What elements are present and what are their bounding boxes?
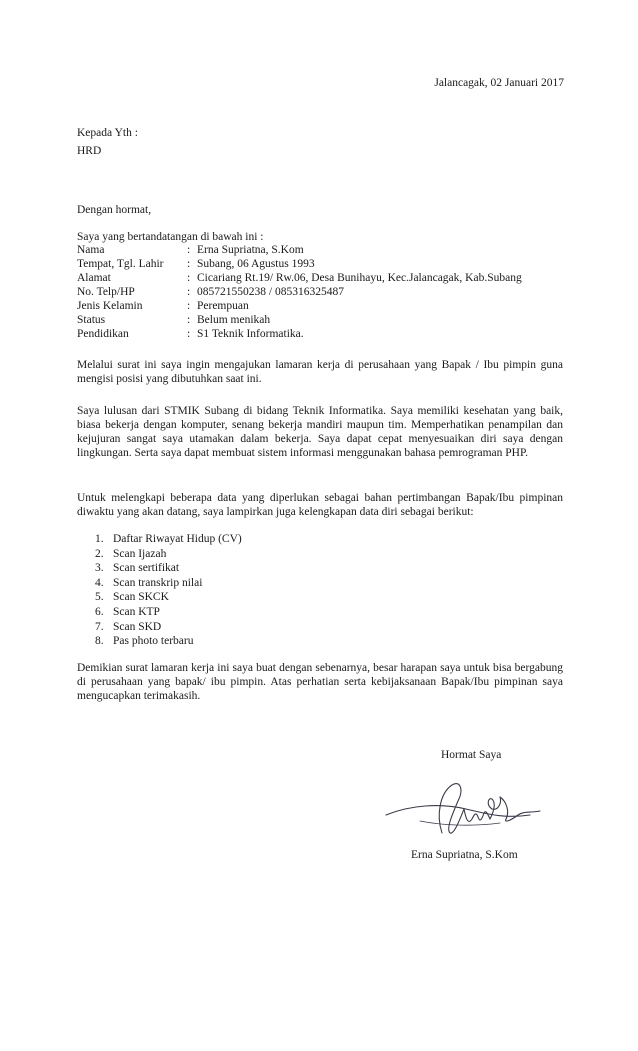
- identity-key: Status: [77, 314, 106, 326]
- list-item: 8. Pas photo terbaru: [95, 635, 194, 648]
- list-item: 2. Scan Ijazah: [95, 547, 167, 560]
- list-item: 1. Daftar Riwayat Hidup (CV): [95, 533, 242, 545]
- identity-colon: :: [187, 286, 191, 298]
- identity-value: Erna Supriatna, S.Kom: [197, 244, 304, 256]
- identity-colon: :: [187, 300, 191, 312]
- identity-value: Subang, 06 Agustus 1993: [197, 258, 315, 270]
- paragraph-closing: Demikian surat lamaran kerja ini saya buat dengan sebenarnya, besar harapan saya untuk bisa bergabung di perusahaan yang bapak/ ibu pimpin. Atas perhatian serta kebijaksanaan Bapak/Ibu pimpinan saya mengucapkan terimakasih.: [77, 662, 563, 702]
- identity-row: [77, 299, 522, 313]
- identity-key: Nama: [77, 244, 105, 256]
- identity-value: Perempuan: [197, 300, 249, 312]
- closing-phrase: Hormat Saya: [441, 749, 502, 761]
- paragraph-background: Saya lulusan dari STMIK Subang di bidang Teknik Informatika. Saya memiliki kesehatan yang baik, biasa bekerja dengan komputer, senang bekerja mandiri maupun tim. Memperhatikan penampilan dan kejujuran sangat saya utamakan dalam bekerja. Saya dapat cepat menyesuaikan diri saya dengan lingkungan. Serta saya dapat membuat sistem informasi menggunakan bahasa pemrograman PHP.: [77, 405, 563, 459]
- identity-key: No. Telp/HP: [77, 286, 135, 298]
- list-item: 7. Scan SKD: [95, 620, 162, 633]
- identity-row: [77, 243, 522, 257]
- identity-colon: :: [187, 272, 191, 284]
- identity-key: Pendidikan: [77, 328, 129, 340]
- attachment-label: Scan sertifikat: [113, 562, 180, 575]
- recipient-block: [77, 126, 138, 162]
- attachment-label: Scan transkrip nilai: [113, 576, 203, 589]
- handwritten-signature: [380, 775, 550, 845]
- salutation: Dengan hormat,: [77, 204, 152, 216]
- list-item: 6. Scan KTP: [95, 605, 160, 618]
- identity-row: [77, 257, 522, 271]
- identity-row: [77, 271, 522, 285]
- identity-key: Jenis Kelamin: [77, 300, 143, 312]
- identity-key: Tempat, Tgl. Lahir: [77, 258, 164, 270]
- identity-value: 085721550238 / 085316325487: [197, 286, 344, 298]
- identity-value: Belum menikah: [197, 314, 271, 326]
- recipient-line-1: Kepada Yth :: [77, 127, 138, 139]
- recipient-line-2: HRD: [77, 145, 102, 157]
- identity-colon: :: [187, 314, 191, 326]
- attachment-label: Scan KTP: [113, 605, 160, 618]
- identity-row: [77, 313, 522, 327]
- list-item: 5. Scan SKCK: [95, 591, 169, 604]
- list-item: 4. Scan transkrip nilai: [95, 576, 203, 589]
- intro-line: Saya yang bertandatangan di bawah ini :: [77, 231, 264, 243]
- identity-value: S1 Teknik Informatika.: [197, 328, 304, 340]
- identity-colon: :: [187, 328, 191, 340]
- attachment-label: Scan SKCK: [113, 591, 169, 604]
- identity-row: [77, 327, 522, 341]
- letter-date: Jalancagak, 02 Januari 2017: [434, 77, 564, 89]
- paragraph-purpose: Melalui surat ini saya ingin mengajukan lamaran kerja di perusahaan yang Bapak / Ibu pimpin guna mengisi posisi yang dibutuhkan saat ini.: [77, 359, 563, 385]
- identity-colon: :: [187, 258, 191, 270]
- identity-table: [77, 243, 522, 341]
- attachment-label: Daftar Riwayat Hidup (CV): [113, 533, 242, 545]
- attachment-label: Scan SKD: [113, 620, 162, 633]
- attachment-label: Pas photo terbaru: [113, 635, 194, 648]
- identity-key: Alamat: [77, 272, 111, 284]
- identity-row: [77, 285, 522, 299]
- paragraph-attachments-intro: Untuk melengkapi beberapa data yang diperlukan sebagai bahan pertimbangan Bapak/Ibu pimpinan diwaktu yang akan datang, saya lampirkan juga kelengkapan data diri sebagai berikut:: [77, 492, 563, 518]
- signer-name: Erna Supriatna, S.Kom: [411, 849, 518, 861]
- attachment-list: [95, 532, 242, 649]
- identity-value: Cicariang Rt.19/ Rw.06, Desa Bunihayu, Kec.Jalancagak, Kab.Subang: [197, 272, 522, 284]
- attachment-label: Scan Ijazah: [113, 547, 167, 560]
- list-item: 3. Scan sertifikat: [95, 562, 180, 575]
- identity-colon: :: [187, 244, 191, 256]
